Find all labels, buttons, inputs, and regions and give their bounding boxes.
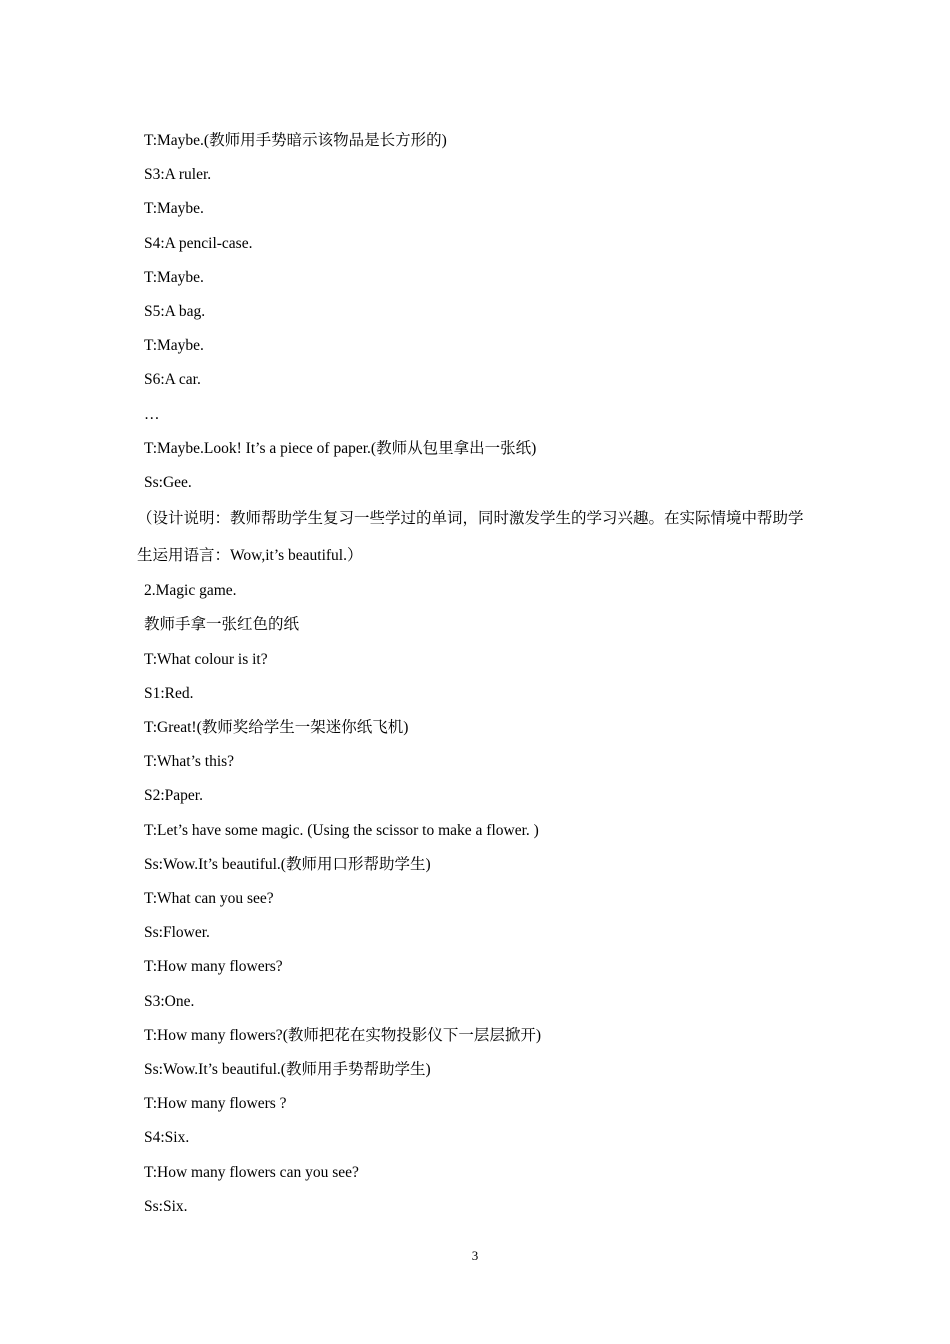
page-number: 3 <box>471 1248 479 1263</box>
dialogue-line: T:Maybe.(教师用手势暗示该物品是长方形的) <box>144 132 447 149</box>
dialogue-line: S4:A pencil-case. <box>144 234 253 252</box>
dialogue-line: S5:A bag. <box>144 303 206 321</box>
dialogue-line: S6:A car. <box>144 371 201 389</box>
dialogue-line: S3:One. <box>144 992 195 1010</box>
dialogue-line: T:Maybe. <box>144 268 204 286</box>
section-heading: 2.Magic game. <box>144 582 237 600</box>
dialogue-line: S1:Red. <box>144 684 194 702</box>
dialogue-line: T:What’s this? <box>144 753 235 771</box>
dialogue-line: S3:A ruler. <box>144 166 212 184</box>
dialogue-line: T:What can you see? <box>144 890 274 908</box>
dialogue-line: Ss:Six. <box>144 1197 188 1215</box>
dialogue-line: Ss:Wow.It’s beautiful.(教师用手势帮助学生) <box>144 1061 431 1079</box>
dialogue-line: T:How many flowers?(教师把花在实物投影仪下一层层掀开) <box>144 1026 542 1044</box>
dialogue-line: T:How many flowers? <box>144 958 283 976</box>
dialogue-line: Ss:Gee. <box>144 474 192 492</box>
dialogue-line: Ss:Flower. <box>144 924 210 942</box>
instruction-line: 教师手拿一张红色的纸 <box>144 616 300 634</box>
dialogue-line: T:Maybe.Look! It’s a piece of paper.(教师从包里拿出一张纸) <box>144 439 537 457</box>
dialogue-line: S2:Paper. <box>144 787 203 805</box>
dialogue-line: T:Great!(教师奖给学生一架迷你纸飞机) <box>144 719 409 737</box>
dialogue-line: T:How many flowers ? <box>144 1095 287 1113</box>
document-body <box>137 124 814 1224</box>
dialogue-line: T:Let’s have some magic. (Using the scissor to make a flower. ) <box>144 821 539 839</box>
ellipsis-line: … <box>144 405 160 423</box>
dialogue-line: Ss:Wow.It’s beautiful.(教师用口形帮助学生) <box>144 855 431 873</box>
design-note: （设计说明：教师帮助学生复习一些学过的单词，同时激发学生的学习兴趣。在实际情境中帮助学生运用语言：Wow,it’s beautiful.） <box>137 510 804 565</box>
dialogue-line: T:Maybe. <box>144 337 204 355</box>
dialogue-line: T:What colour is it? <box>144 650 268 668</box>
dialogue-line: S4:Six. <box>144 1129 190 1147</box>
dialogue-line: T:How many flowers can you see? <box>144 1163 359 1181</box>
dialogue-line: T:Maybe. <box>144 200 204 218</box>
